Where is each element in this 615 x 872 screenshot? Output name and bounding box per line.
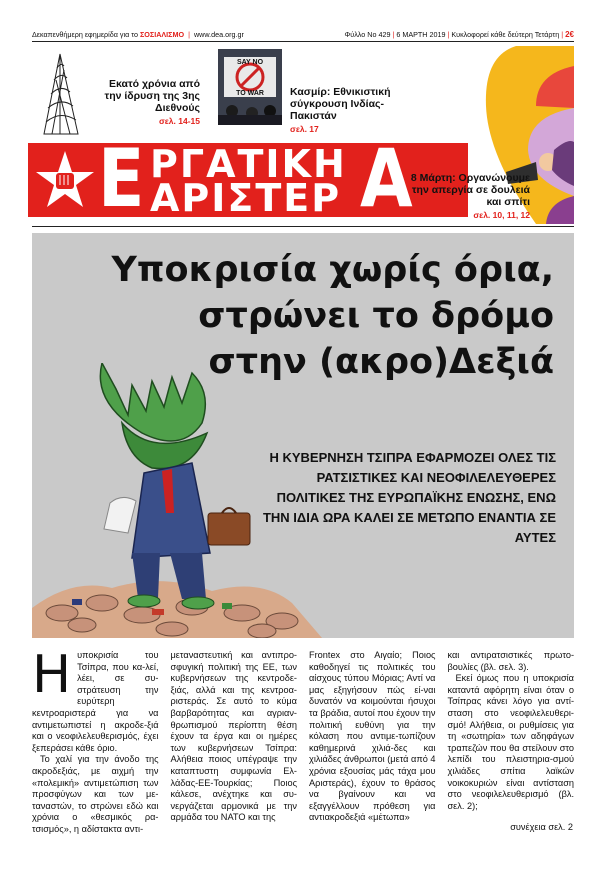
drop-cap: Η <box>32 645 72 705</box>
teaser-march-8[interactable]: 8 Μάρτη: Οργανώνουμε την απεργία σε δουλειά και σπίτι σελ. 10, 11, 12 <box>410 172 530 220</box>
kashmir-protest-photo <box>218 49 282 125</box>
svg-text:SAY NO: SAY NO <box>236 59 264 66</box>
price: 2€ <box>565 29 574 39</box>
subheadline: Η ΚΥΒΕΡΝΗΣΗ ΤΣΙΠΡΑ ΕΦΑΡΜΟΖΕΙ ΟΛΕΣ ΤΙΣ ΡΑΤΣΙΣΤΙΚΕΣ ΚΑΙ ΝΕΟΦΙΛΕΛΕΥΘΕΡΕΣ ΠΟΛΙΤΙΚΕΣ ΤΗΣ ΕΥΡΩΠΑΪΚΗΣ ΕΝΩΣΗΣ, ΕΝΩ ΤΗΝ ΙΔΙΑ ΩΡΑ ΚΑΛΕΙ ΣΕ ΜΕΤΩΠΟ ΕΝΑΝΤΙΑ ΣΕ ΑΥΤΕΣ <box>262 450 556 545</box>
top-info-bar <box>32 28 574 40</box>
party-name: ΣΟΣΙΑΛΙΣΜΟ <box>139 29 185 39</box>
main-headline: Υποκρισία χωρίς όρια, στρώνει το δρόμο στην (ακρο)Δεξιά <box>111 250 554 382</box>
tatlin-tower-illustration <box>38 50 82 136</box>
hero-section <box>32 233 574 638</box>
teaser-kashmir[interactable]: Κασμίρ: Εθνικιστική σύγκρουση Ινδίας-Πακιστάν σελ. 17 <box>290 86 391 134</box>
top-rule <box>32 41 574 42</box>
article-column-2: μεταναστευτική και αντιπρο-σφυγική πολιτική της ΕΕ, των κυβερνήσεων της κεντροδε-ξιάς, αλλά και της κεντροα-ριστεράς. Σε αυτό το κύμα βαρβαρότητας και αγριαν-θρωπισμού περίοπτη θέση έχουν τα έργα και οι ημέρες των κυβερνήσεων Τσίπρα: Αλήθεια ποιος υπέγραψε την καταπτυστη συμφωνία Ελ-λάδας-ΕΕ-Τουρκίας; Ποιος κάλεσε, ανέχτηκε και συ-νεργάζεται αρμονικά με την αρμάδα του ΝΑΤΟ και της <box>170 650 297 823</box>
svg-text:TO WAR: TO WAR <box>236 90 264 97</box>
article-column-1: Ηυποκρισία του Τσίπρα, που κα-λεί, λέει, σε συ-στράτευση την ευρύτερη κεντροαριστερά για να αντιμετωπιστεί η ακροδε-ξιά και ο νεοφιλελευθερισμός, έχει ξεπεράσει κάθε όριο. Το χαλί για την άνοδο της ακροδεξιάς, με αιχμή την «πολεμική» αντιμετώπιση των προσφύγων και των με-ταναστών, το στρώνει εδώ και χρόνια ο «θεσμικός ρα-τσισμός», η αδίστακτα αντι- <box>32 645 159 834</box>
newspaper-title: Ε ΡΓΑΤΙΚΗ ΑΡΙΣΤΕΡ Α <box>98 132 413 225</box>
red-star-fist-logo <box>34 149 96 211</box>
teaser-comintern[interactable]: Εκατό χρόνια από την ίδρυση της 3ης Διεθνούς σελ. 14-15 <box>104 78 200 126</box>
article-column-4: και αντιρατσιστικές πρωτο-βουλίες (βλ. σελ. 3). Εκεί όμως που η υποκρισία καταντά αφόρητη είναι όταν ο Τσίπρας κάνει λόγο για αντί-σταση στο νεοφιλελευθερι-σμό! Αλήθεια, οι ρυθμίσεις για τη «σωτηρία» των αδηφάγων τραπεζών που θα στείλουν στο λεπίδι του πλειστηρια-σμού χιλιάδες σπίτια λαϊκών νοικοκυριών είναι αντίσταση στο νεοφιλελευθερισμό (βλ. σελ. 2); <box>447 650 574 811</box>
mid-rule <box>32 226 574 227</box>
article-body <box>32 645 574 836</box>
issue-info: Φύλλο Νο 429 | 6 ΜΑΡΤΗ 2019 | Κυκλοφορεί κάθε δεύτερη Τετάρτη | 2€ <box>344 29 574 39</box>
masthead-banner <box>28 132 468 225</box>
tagline: Δεκαπενθήμερη εφημερίδα για το ΣΟΣΙΑΛΙΣΜΟ | www.dea.org.gr <box>32 29 244 39</box>
continued-link[interactable]: συνέχεια σελ. 2 <box>510 822 573 832</box>
article-column-3: Frontex στο Αιγαίο; Ποιος καθοδηγεί τις πολιτικές του αίσχους τύπου Μόριας; Αντί να μας εξηγήσουν πώς εί-ναι δυνατόν να κοιμούνται ήσυχοι τα βράδια, αυτοί που έχουν την πολιτική ευθύνη για την κόλαση που αντιμε-τωπίζουν καθημερινά χιλιά-δες και χιλιάδες άνθρωποι (μετά από 4 χρόνια εξουσίας μάς τάχα μου Αριστεράς), έχουν το θράσος να βγαίνουν και να εξαγγέλλουν πρόθεση για αντιακροδεξιά «μέτωπα» <box>309 650 436 823</box>
website-link[interactable]: www.dea.org.gr <box>193 29 244 39</box>
